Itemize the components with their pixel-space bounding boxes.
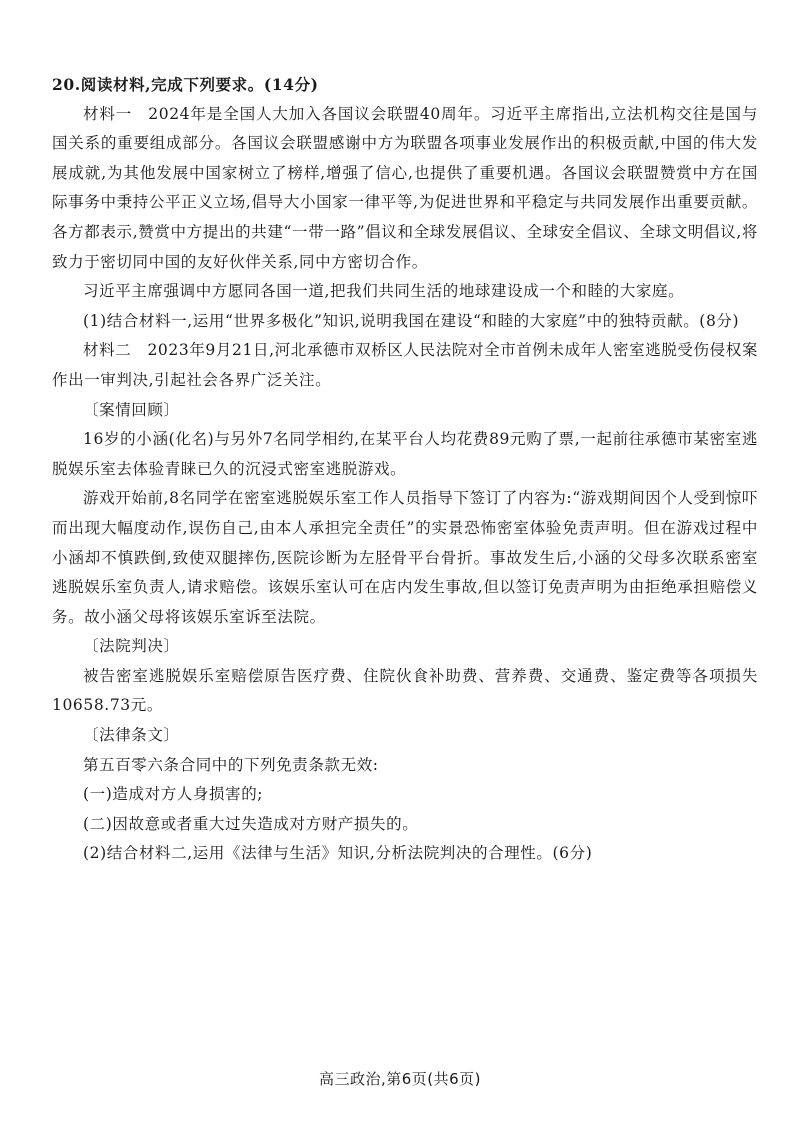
page-footer: 高三政治,第6页(共6页): [318, 1070, 482, 1088]
law-item-2: (二)因故意或者重大过失造成对方财产损失的。: [83, 814, 419, 833]
question-title: 20.阅读材料,完成下列要求。(14分): [52, 75, 319, 94]
court-heading: 〔法院判决〕: [83, 637, 180, 656]
material1-text: 2024年是全国人大加入各国议会联盟40周年。习近平主席指出,立法机构交往是国与国关系的重要组成部分。各国议会联盟感谢中方为联盟各项事业发展作出的积极贡献,中国的伟大发展成就,为其他发展中国家树立了榜样,增强了信心,也提供了重要机遇。各国议会联盟赞赏中方在国际事务中秉持公平正义立场,倡导大小国家一律平等,为促进世界和平稳定与共同发展作出重要贡献。各方都表示,赞赏中方提出的共建“一带一路”倡议和全球发展倡议、全球安全倡议、全球文明倡议,将致力于密切同中国的友好伙伴关系,同中方密切合作。: [52, 104, 758, 271]
case-heading: 〔案情回顾〕: [83, 400, 180, 419]
law-text: 第五百零六条合同中的下列免责条款无效:: [83, 755, 379, 774]
question-content: [52, 70, 758, 869]
material1-paragraph-2: 习近平主席强调中方愿同各国一道,把我们共同生活的地球建设成一个和睦的大家庭。: [83, 282, 685, 301]
material2-label: 材料二: [83, 341, 132, 360]
material1-paragraph: [52, 100, 758, 278]
material2-text: 2023年9月21日,河北承德市双桥区人民法院对全市首例未成年人密室逃脱受伤侵权案作出一审判决,引起社会各界广泛关注。: [52, 341, 758, 389]
law-item-1: (一)造成对方人身损害的;: [83, 785, 264, 804]
law-heading: 〔法律条文〕: [83, 726, 180, 745]
sub-question-2: (2)结合材料二,运用《法律与生活》知识,分析法院判决的合理性。(6分): [83, 844, 593, 863]
court-text: 被告密室逃脱娱乐室赔偿原告医疗费、住院伙食补助费、营养费、交通费、鉴定费等各项损失10658.73元。: [52, 666, 758, 715]
case-paragraph-2: 游戏开始前,8名同学在密室逃脱娱乐室工作人员指导下签订了内容为:“游戏期间因个人受到惊吓而出现大幅度动作,误伤自己,由本人承担完全责任”的实景恐怖密室体验免责声明。但在游戏过程中小涵却不慎跌倒,致使双腿摔伤,医院诊断为左胫骨平台骨折。事故发生后,小涵的父母多次联系密室逃脱娱乐室负责人,请求赔偿。该娱乐室认可在店内发生事故,但以签订免责声明为由拒绝承担赔偿义务。故小涵父母将该娱乐室诉至法院。: [52, 489, 758, 626]
sub-question-1: (1)结合材料一,运用“世界多极化”知识,说明我国在建设“和睦的大家庭”中的独特贡献。(8分): [83, 311, 740, 330]
material2-paragraph: [52, 336, 758, 395]
case-paragraph-1: 16岁的小涵(化名)与另外7名同学相约,在某平台人均花费89元购了票,一起前往承德市某密室逃脱娱乐室去体验青睐已久的沉浸式密室逃脱游戏。: [52, 430, 758, 478]
material1-label: 材料一: [83, 104, 133, 123]
